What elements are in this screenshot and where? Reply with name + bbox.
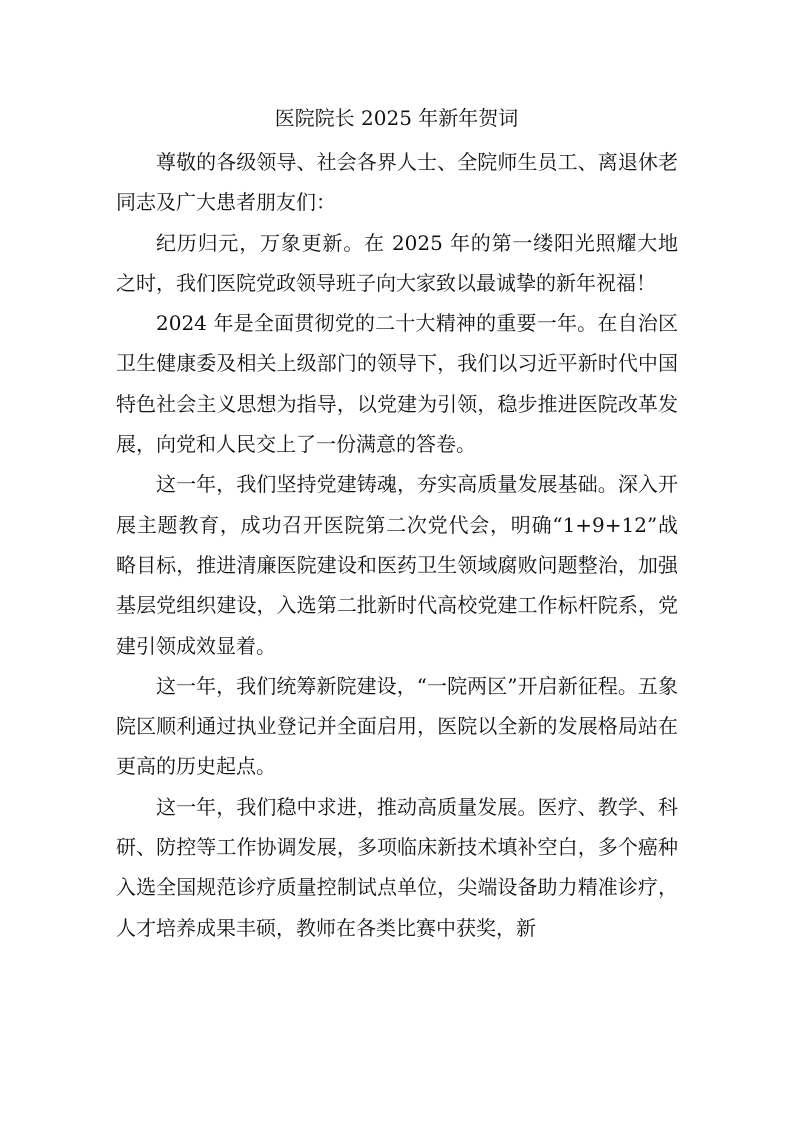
paragraph-party-building: 这一年，我们坚持党建铸魂，夯实高质量发展基础。深入开展主题教育，成功召开医院第二次党代会，明确“1+9+12”战略目标，推进清廉医院建设和医药卫生领域腐败问题整治，加强基层党组织建设，入选第二批新时代高校党建工作标杆院系，党建引领成效显着。 [116,472,678,658]
paragraph-review-2024: 2024 年是全面贯彻党的二十大精神的重要一年。在自治区卫生健康委及相关上级部门的领导下，我们以习近平新时代中国特色社会主义思想为指导，以党建为引领，稳步推进医院改革发展，向党和人民交上了一份满意的答卷。 [116,311,678,457]
document-title: 医院院长 2025 年新年贺词 [274,106,519,130]
paragraph-new-campus: 这一年，我们统筹新院建设，“一院两区”开启新征程。五象院区顺利通过执业登记并全面启用，医院以全新的发展格局站在更高的历史起点。 [116,673,678,779]
paragraph-salutation: 尊敬的各级领导、社会各界人士、全院师生员工、离退休老同志及广大患者朋友们： [116,150,678,215]
paragraph-development: 这一年，我们稳中求进，推动高质量发展。医疗、教学、科研、防控等工作协调发展，多项临床新技术填补空白，多个癌种入选全国规范诊疗质量控制试点单位，尖端设备助力精准诊疗，人才培养成果丰硕，教师在各类比赛中获奖，新 [116,794,678,940]
document-body [116,142,678,948]
paragraph-greeting: 纪历归元，万象更新。在 2025 年的第一缕阳光照耀大地之时，我们医院党政领导班子向大家致以最诚挚的新年祝福！ [116,230,678,295]
